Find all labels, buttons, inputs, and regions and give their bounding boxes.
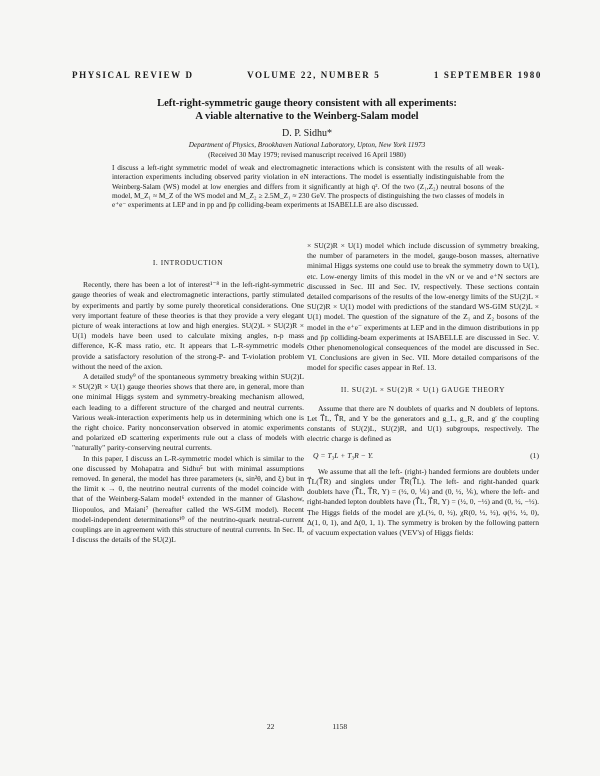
received-dates: (Received 30 May 1979; revised manuscript received 16 April 1980) <box>208 150 406 159</box>
paragraph: Assume that there are N doublets of quarks and N doublets of leptons. Let T⃗L, T⃗R, and Y be the generators and g_L, g_R, and g′ the coupling constants of SU(2)L, SU(2)R, and U(1) subgroups, respectively. The electric charge is defined as <box>307 403 539 444</box>
title-line-1: Left-right-symmetric gauge theory consistent with all experiments: <box>157 98 457 109</box>
paragraph: In this paper, I discuss an L-R-symmetric model which is similar to the one discussed by Mohapatra and Sidhu⁵ but with minimal assumptions removed. In general, the model has three parameters (κ, sin²θ, and ξ) but in the limit κ → 0, the neutrino neutral currents of the model coincide with that of the Weinberg-Salam model⁶ extended in the manner of Glashow, Iliopoulos, and Maiani⁷ (hereafter called the WS-GIM model). Recent model-independent determinations¹⁰ of the neutrino-quark neutral-current couplings are in agreement with this structure of neutral currents. In Sec. II, I discuss the details of the SU(2)L <box>72 453 304 545</box>
volume-number: VOLUME 22, NUMBER 5 <box>247 70 381 80</box>
affiliation: Department of Physics, Brookhaven National Laboratory, Upton, New York 11973 <box>188 141 426 149</box>
paragraph: Recently, there has been a lot of interest¹⁻⁸ in the left-right-symmetric gauge theories of weak and electromagnetic interactions, partly stimulated by experiments and partly by some purely theoretical considerations. One very important feature of these theories is that they provide a very elegant picture of weak interactions at low and high energies. SU(2)L × SU(2)R × U(1) models have been used to calculate mixing angles, n-p mass difference, K-K̄ mass ratio, etc. It appears that L-R-symmetric models provide a satisfactory resolution of the strong-P- and T-violation problem without the need of the axion. <box>72 280 304 371</box>
footer-volume: 22 <box>266 722 275 731</box>
paragraph: × SU(2)R × U(1) model which include discussion of symmetry breaking, the number of parameters in the model, gauge-boson masses, alternative minimal Higgs systems one could use to break the symmetry down to U(1), etc. Low-energy limits of this model in the νN or νe and e⁺N sectors are discussed in Sec. III and Sec. IV, respectively. These sections contain detailed comparisons of the results of the low-energy limits of the SU(2)L × SU(2)R × U(1) model with predictions of the standard WS-GIM SU(2)L × U(1) model. The question of the signature of the Z₁ and Z₂ bosons of the model in the e⁺e⁻ experiments at LEP and in the dimuon distributions in pp and p̄p colliding-beam experiments at ISABELLE are discussed in Sec. V. Other phenomenological consequences of the model are discussed in Sec. VI. Conclusions are given in Sec. VII. More detailed comparisons of the model for specific cases appear in Ref. 13. <box>307 241 539 373</box>
paragraph: We assume that all the left- (right-) handed fermions are doublets under T⃗L(T⃗R) and singlets under T⃗R(T⃗L). The left- and right-handed quark doublets have (T⃗L, T⃗R, Y) = (½, 0, ⅙) and (0, ½, ⅙), where the left- and right-handed lepton doublets have (T⃗L, T⃗R, Y) = (½, 0, −½) and (0, ½, −½). The Higgs fields of the model are χL(½, 0, ½), χR(0, ½, ½), φ(½, ½, 0), Δ(1, 0, 1), and Δ(0, 1, 1). The symmetry is broken by the following pattern of vacuum expectation values (VEV's) of Higgs fields: <box>307 466 539 538</box>
section-heading-introduction: I. INTRODUCTION <box>152 258 224 267</box>
title-line-2: A viable alternative to the Weinberg-Salam model <box>195 111 419 122</box>
equation <box>307 451 539 461</box>
right-column <box>307 241 539 538</box>
paper-title <box>72 97 542 123</box>
equation-number: (1) <box>530 450 539 460</box>
page-footer <box>72 722 542 731</box>
equation-body: Q = T₃L + T₃R − Y. <box>313 450 374 460</box>
left-column <box>72 258 304 545</box>
running-head <box>72 70 542 80</box>
paragraph: A detailed study⁹ of the spontaneous symmetry breaking within SU(2)L × SU(2)R × U(1) gauge theories shows that there are, in general, more than one minimal Higgs system and symmetry-breaking mechanism allowed, each leading to a different structure of the charged and neutral currents. Various weak-interaction experiments help us in determining which one is the right choice. Parity nonconservation observed in atomic experiments and polarized eD scattering experiments rule out a class of models with "naturally" parity-conserving neutral currents. <box>72 372 304 453</box>
affiliation-block <box>72 141 542 160</box>
section-heading-gauge-theory: II. SU(2)L × SU(2)R × U(1) GAUGE THEORY <box>340 384 506 394</box>
page-number: 1158 <box>332 722 348 731</box>
author: D. P. Sidhu* <box>281 128 332 139</box>
abstract: I discuss a left-right symmetric model of weak and electromagnetic interactions which is consistent with the results of all weak-interaction experiments including observed parity violation in eN interactions. The model is essentially indistinguishable from the Weinberg-Salam (WS) model at low energies and differs from it significantly at high q². Of the two (Z₁,Z₂) neutral bosons of the model, M_Z₁ ≈ M_Z of the WS model and M_Z₂ ≥ 2.5M_Z₁ ≈ 230 GeV. The prospects of distinguishing the two classes of models in e⁺e⁻ experiments at LEP and in pp and p̄p colliding-beam experiments at ISABELLE are also discussed. <box>112 163 504 210</box>
issue-date: 1 SEPTEMBER 1980 <box>433 70 542 80</box>
journal-name: PHYSICAL REVIEW D <box>72 70 194 80</box>
